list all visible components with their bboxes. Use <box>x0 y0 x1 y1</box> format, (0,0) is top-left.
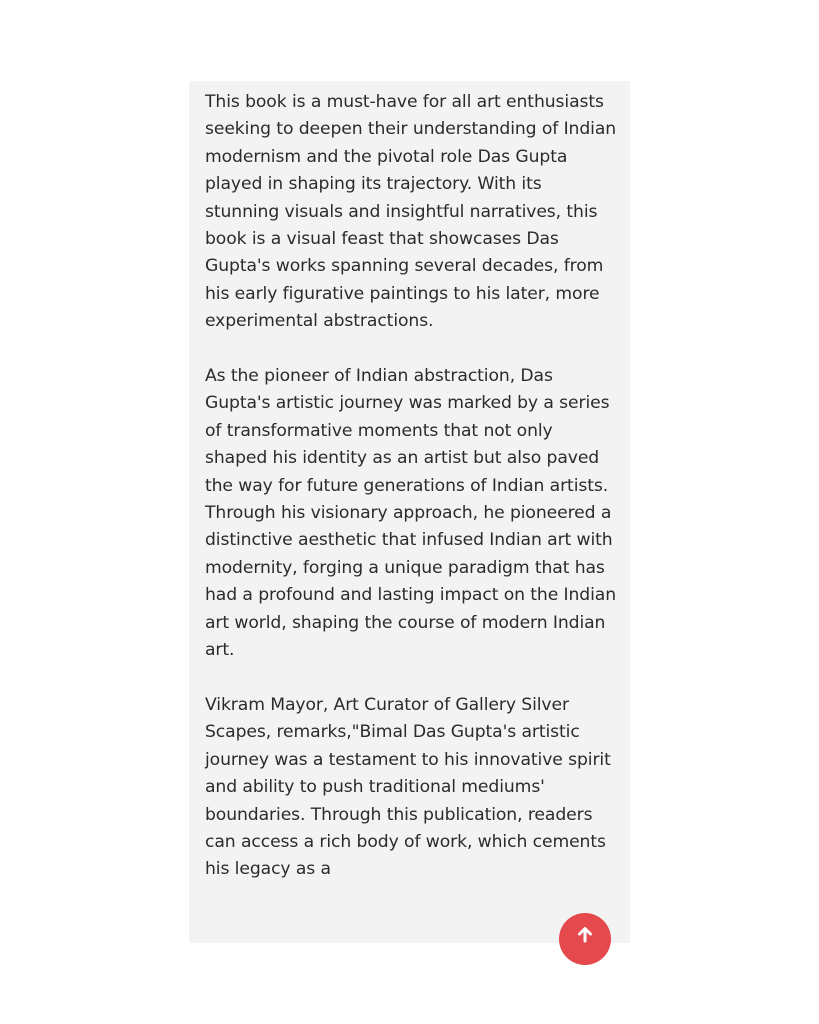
page-bottom-margin <box>0 943 819 1024</box>
article-paragraph-3: Vikram Mayor, Art Curator of Gallery Silver Scapes, remarks,"Bimal Das Gupta's artistic journey was a testament to his innovative spirit and ability to push traditional mediums' boundaries. Through this publication, readers can access a rich body of work, which cements his legacy as a <box>205 694 611 880</box>
arrow-up-icon <box>576 913 594 948</box>
article-body <box>205 89 619 911</box>
article-panel <box>189 81 630 943</box>
article-paragraph-1: This book is a must-have for all art enthusiasts seeking to deepen their understanding of Indian modernism and the pivotal role Das Gupta played in shaping its trajectory. With its stunning visuals and insightful narratives, this book is a visual feast that showcases Das Gupta's works spanning several decades, from his early figurative paintings to his later, more experimental abstractions. <box>205 92 617 332</box>
article-paragraph-2: As the pioneer of Indian abstraction, Das Gupta's artistic journey was marked by a series of transformative moments that not only shaped his identity as an artist but also paved the way for future generations of Indian artists. Through his visionary approach, he pioneered a distinctive aesthetic that infused Indian art with modernity, forging a unique paradigm that has had a profound and lasting impact on the Indian art world, shaping the course of modern Indian art. <box>205 366 617 661</box>
scroll-to-top-button[interactable] <box>559 913 611 965</box>
